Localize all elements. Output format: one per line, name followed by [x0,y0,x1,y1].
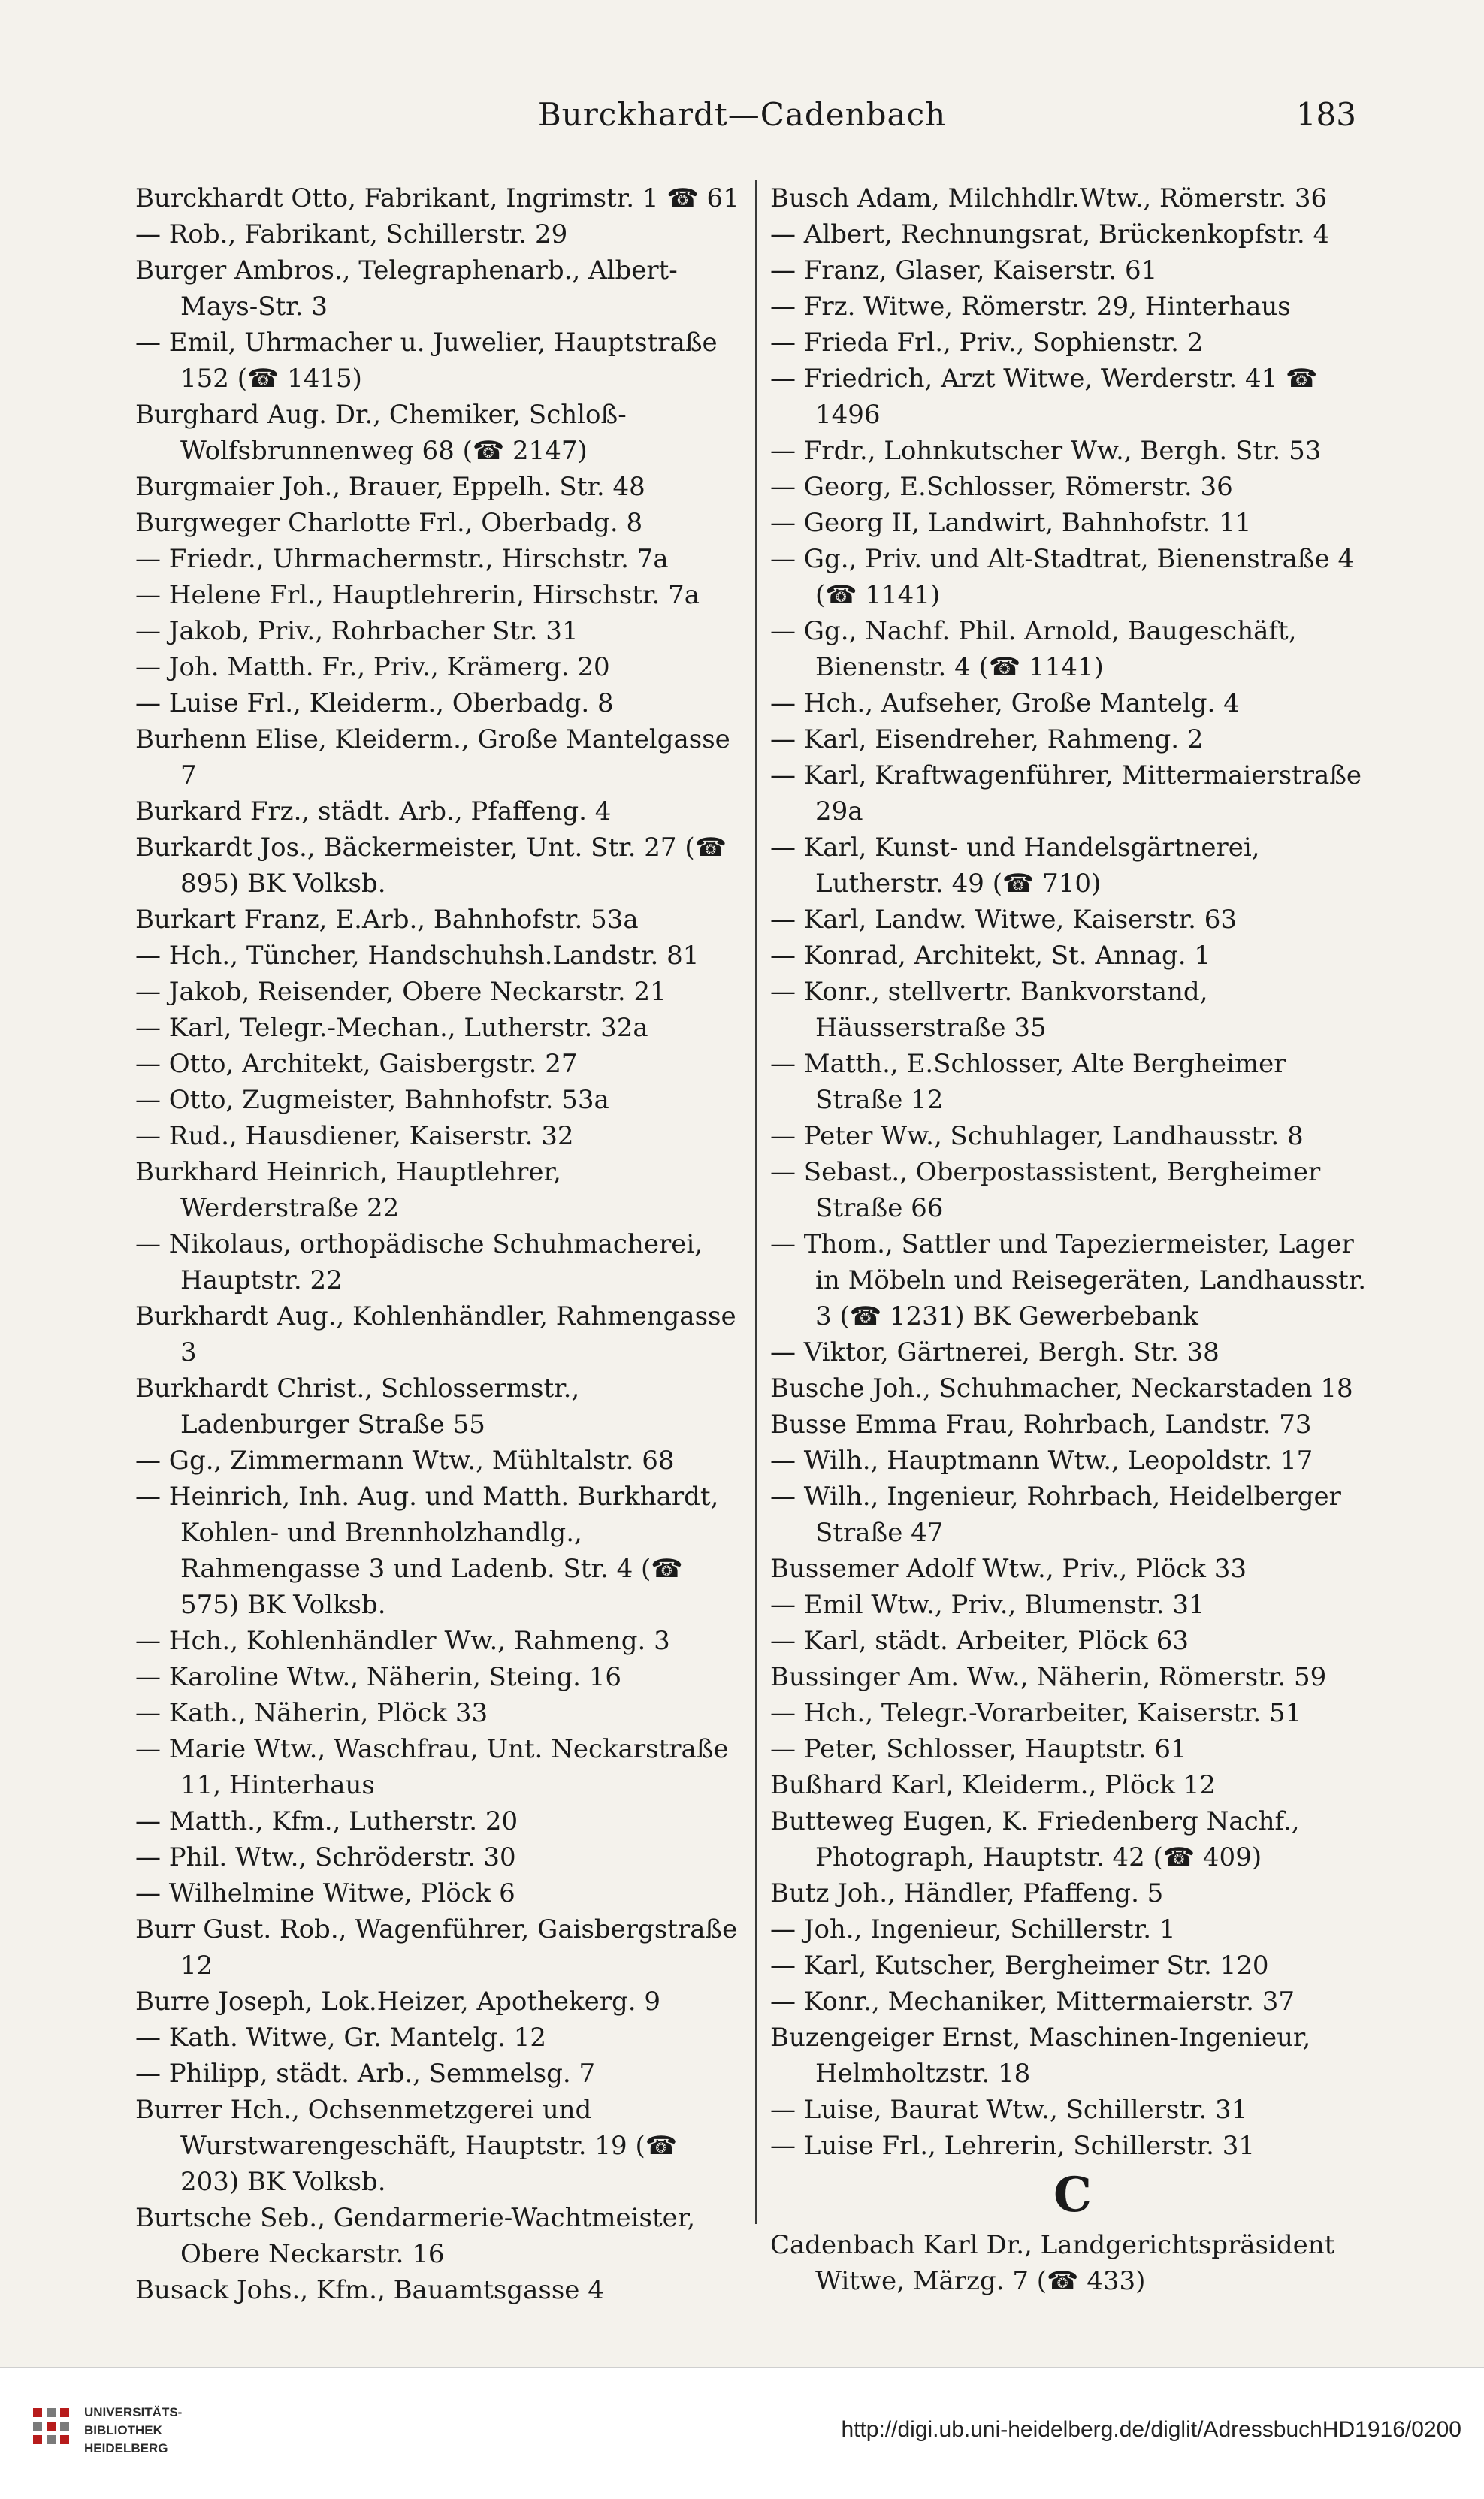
directory-entry: Busche Joh., Schuhmacher, Neckarstaden 18 [770,1373,1353,1404]
column-divider [755,180,757,2224]
logo-line: UNIVERSITÄTS- [84,2405,183,2419]
directory-entry: — Konr., Mechaniker, Mittermaierstr. 37 [770,1987,1295,2017]
directory-entry: — Thom., Sattler und Tapeziermeister, Lager in Möbeln und Reisegeräten, Landhausstr. 3 (☎ 1231) BK Gewerbebank [770,1229,1367,1331]
directory-entry: — Gg., Priv. und Alt-Stadtrat, Bienenstraße 4 (☎ 1141) [770,544,1355,610]
directory-entry: — Georg, E.Schlosser, Römerstr. 36 [770,472,1233,502]
section-letter: C [1053,2167,1092,2223]
directory-entry: — Konrad, Architekt, St. Annag. 1 [770,941,1211,971]
directory-entry: Busch Adam, Milchhdlr.Wtw., Römerstr. 36 [770,183,1328,213]
directory-entry: — Hch., Kohlenhändler Ww., Rahmeng. 3 [135,1626,670,1656]
directory-entry: — Wilh., Ingenieur, Rohrbach, Heidelberger Straße 47 [770,1482,1341,1548]
directory-entry: — Frz. Witwe, Römerstr. 29, Hinterhaus [770,292,1291,322]
directory-columns [135,180,1386,2305]
directory-entry: Burtsche Seb., Gendarmerie-Wachtmeister, Obere Neckarstr. 16 [135,2203,696,2269]
directory-entry: Butz Joh., Händler, Pfaffeng. 5 [770,1878,1164,1908]
directory-entry: — Franz, Glaser, Kaiserstr. 61 [770,255,1158,286]
directory-entry: Burkhard Heinrich, Hauptlehrer, Werderstraße 22 [135,1157,561,1223]
right-column-section-c [770,2227,1375,2299]
directory-entry: — Joh., Ingenieur, Schillerstr. 1 [770,1914,1176,1945]
directory-entry: Bussinger Am. Ww., Näherin, Römerstr. 59 [770,1662,1327,1692]
directory-entry: Burre Joseph, Lok.Heizer, Apothekerg. 9 [135,1987,660,2017]
directory-entry: — Gg., Nachf. Phil. Arnold, Baugeschäft, Bienenstr. 4 (☎ 1141) [770,616,1297,682]
directory-entry: Burgweger Charlotte Frl., Oberbadg. 8 [135,508,643,538]
directory-entry: — Jakob, Priv., Rohrbacher Str. 31 [135,616,579,646]
logo-line: BIBLIOTHEK [84,2423,162,2437]
directory-entry: Busack Johs., Kfm., Bauamtsgasse 4 [135,2275,604,2305]
directory-entry: — Kath. Witwe, Gr. Mantelg. 12 [135,2023,546,2053]
directory-entry: — Karl, Eisendreher, Rahmeng. 2 [770,724,1204,754]
directory-entry: — Luise Frl., Kleiderm., Oberbadg. 8 [135,688,614,718]
directory-entry: Burr Gust. Rob., Wagenführer, Gaisbergstraße 12 [135,1914,738,1981]
directory-entry: — Peter, Schlosser, Hauptstr. 61 [770,1734,1187,1764]
page-number: 183 [1295,96,1356,133]
directory-entry: — Joh. Matth. Fr., Priv., Krämerg. 20 [135,652,610,682]
directory-entry: Burger Ambros., Telegraphenarb., Albert-Mays-Str. 3 [135,255,678,322]
directory-entry: — Rob., Fabrikant, Schillerstr. 29 [135,219,568,249]
directory-entry: — Gg., Zimmermann Wtw., Mühltalstr. 68 [135,1446,675,1476]
directory-entry: — Frdr., Lohnkutscher Ww., Bergh. Str. 53 [770,436,1322,466]
directory-entry: — Georg II, Landwirt, Bahnhofstr. 11 [770,508,1252,538]
directory-entry: — Hch., Tüncher, Handschuhsh.Landstr. 81 [135,941,700,971]
directory-entry: — Karoline Wtw., Näherin, Steing. 16 [135,1662,622,1692]
directory-entry: Burkard Frz., städt. Arb., Pfaffeng. 4 [135,796,612,826]
directory-entry: — Nikolaus, orthopädische Schuhmacherei, Hauptstr. 22 [135,1229,703,1295]
directory-entry: — Otto, Zugmeister, Bahnhofstr. 53a [135,1085,609,1115]
directory-entry: — Kath., Näherin, Plöck 33 [135,1698,488,1728]
directory-entry: — Karl, städt. Arbeiter, Plöck 63 [770,1626,1189,1656]
directory-entry: — Karl, Telegr.-Mechan., Lutherstr. 32a [135,1013,648,1043]
library-logo [30,2398,225,2465]
directory-entry: — Luise, Baurat Wtw., Schillerstr. 31 [770,2095,1248,2125]
directory-entry: — Frieda Frl., Priv., Sophienstr. 2 [770,328,1204,358]
directory-entry: Burkardt Jos., Bäckermeister, Unt. Str. 27 (☎ 895) BK Volksb. [135,832,727,899]
directory-entry: — Jakob, Reisender, Obere Neckarstr. 21 [135,977,666,1007]
directory-entry: Cadenbach Karl Dr., Landgerichtspräsident Witwe, Märzg. 7 (☎ 433) [770,2230,1335,2296]
directory-entry: — Konr., stellvertr. Bankvorstand, Häusserstraße 35 [770,977,1208,1043]
directory-entry: — Emil, Uhrmacher u. Juwelier, Hauptstraße 152 (☎ 1415) [135,328,718,394]
library-logo-icon [30,2405,75,2458]
directory-entry: — Karl, Kutscher, Bergheimer Str. 120 [770,1951,1269,1981]
directory-entry: — Phil. Wtw., Schröderstr. 30 [135,1842,516,1872]
directory-entry: — Matth., Kfm., Lutherstr. 20 [135,1806,518,1836]
directory-entry: — Matth., E.Schlosser, Alte Bergheimer Straße 12 [770,1049,1286,1115]
directory-entry: — Heinrich, Inh. Aug. und Matth. Burkhardt, Kohlen- und Brennholzhandlg., Rahmengasse 3 und Ladenb. Str. 4 (☎ 575) BK Volksb. [135,1482,719,1620]
running-title: Burckhardt—Cadenbach [537,96,947,133]
logo-line: HEIDELBERG [84,2441,168,2455]
directory-entry: — Viktor, Gärtnerei, Bergh. Str. 38 [770,1337,1220,1367]
directory-entry: — Marie Wtw., Waschfrau, Unt. Neckarstraße 11, Hinterhaus [135,1734,729,1800]
directory-entry: — Hch., Telegr.-Vorarbeiter, Kaiserstr. 51 [770,1698,1302,1728]
directory-entry: — Friedrich, Arzt Witwe, Werderstr. 41 ☎ 1496 [770,364,1318,430]
directory-entry: — Emil Wtw., Priv., Blumenstr. 31 [770,1590,1205,1620]
right-column-entries [770,180,1375,2164]
directory-entry: Bussemer Adolf Wtw., Priv., Plöck 33 [770,1554,1247,1584]
directory-entry: — Karl, Kraftwagenführer, Mittermaierstraße 29a [770,760,1362,826]
library-logo-text [84,2404,227,2458]
directory-entry: Burhenn Elise, Kleiderm., Große Mantelgasse 7 [135,724,730,790]
directory-entry: — Rud., Hausdiener, Kaiserstr. 32 [135,1121,574,1151]
directory-entry: — Wilhelmine Witwe, Plöck 6 [135,1878,515,1908]
directory-entry: — Sebast., Oberpostassistent, Bergheimer Straße 66 [770,1157,1321,1223]
directory-entry: — Karl, Kunst- und Handelsgärtnerei, Lutherstr. 49 (☎ 710) [770,832,1260,899]
directory-entry: Bußhard Karl, Kleiderm., Plöck 12 [770,1770,1217,1800]
directory-entry: — Wilh., Hauptmann Wtw., Leopoldstr. 17 [770,1446,1313,1476]
source-url-link[interactable]: http://digi.ub.uni-heidelberg.de/diglit/AdressbuchHD1916/0200 [841,2417,1461,2442]
left-column [135,180,740,2305]
footer [0,2367,1484,2499]
directory-entry: — Friedr., Uhrmachermstr., Hirschstr. 7a [135,544,669,574]
directory-entry: Busse Emma Frau, Rohrbach, Landstr. 73 [770,1410,1312,1440]
directory-entry: Butteweg Eugen, K. Friedenberg Nachf., Photograph, Hauptstr. 42 (☎ 409) [770,1806,1300,1872]
directory-entry: — Philipp, städt. Arb., Semmelsg. 7 [135,2059,596,2089]
directory-entry: Burckhardt Otto, Fabrikant, Ingrimstr. 1 ☎ 61 [135,183,739,213]
directory-entry: — Luise Frl., Lehrerin, Schillerstr. 31 [770,2131,1256,2161]
directory-entry: Burkart Franz, E.Arb., Bahnhofstr. 53a [135,905,639,935]
right-column [770,180,1375,2296]
directory-entry: Burgmaier Joh., Brauer, Eppelh. Str. 48 [135,472,645,502]
directory-entry: Burkhardt Christ., Schlossermstr., Ladenburger Straße 55 [135,1373,580,1440]
directory-entry: — Albert, Rechnungsrat, Brückenkopfstr. 4 [770,219,1330,249]
directory-entry: Buzengeiger Ernst, Maschinen-Ingenieur, Helmholtzstr. 18 [770,2023,1311,2089]
directory-entry: — Otto, Architekt, Gaisbergstr. 27 [135,1049,578,1079]
directory-entry: — Hch., Aufseher, Große Mantelg. 4 [770,688,1240,718]
directory-entry: Burkhardt Aug., Kohlenhändler, Rahmengasse 3 [135,1301,736,1367]
directory-entry: — Karl, Landw. Witwe, Kaiserstr. 63 [770,905,1238,935]
directory-entry: Burrer Hch., Ochsenmetzgerei und Wurstwarengeschäft, Hauptstr. 19 (☎ 203) BK Volksb. [135,2095,678,2197]
directory-entry: — Helene Frl., Hauptlehrerin, Hirschstr. 7a [135,580,700,610]
page-header [0,89,1484,141]
directory-entry: Burghard Aug. Dr., Chemiker, Schloß-Wolfsbrunnenweg 68 (☎ 2147) [135,400,627,466]
directory-entry: — Peter Ww., Schuhlager, Landhausstr. 8 [770,1121,1304,1151]
